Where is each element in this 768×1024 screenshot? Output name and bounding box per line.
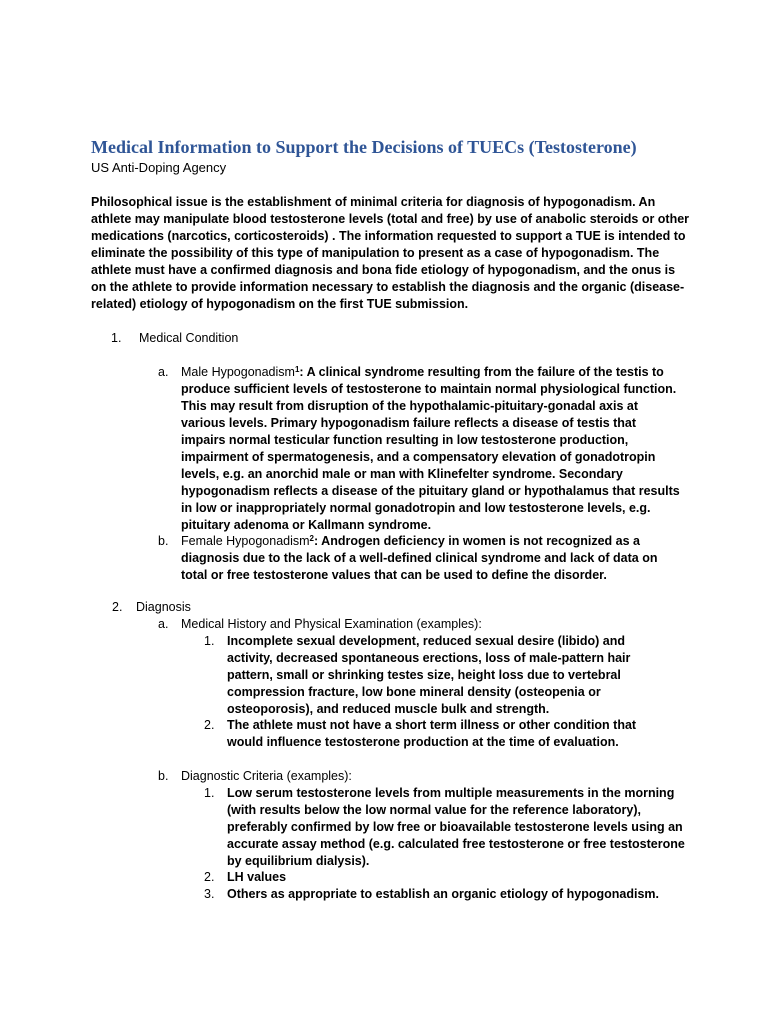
history-item-2-text: The athlete must not have a short term illness or other condition that would influence testosterone production at the time of evaluation. — [227, 718, 637, 749]
female-hypogonadism-term: Female Hypogonadism — [181, 534, 310, 548]
section-2a-letter: a. — [158, 617, 169, 631]
history-exam-heading: Medical History and Physical Examination (examples): — [181, 617, 482, 631]
intro-paragraph: Philosophical issue is the establishment of minimal criteria for diagnosis of hypogonadism. An athlete may manipulate blood testosterone levels (total and free) by use of anabolic steroids or other medications (narcotics, corticosteroids) . The information requested to support a TUE is intended to eliminate the possibility of this type of manipulation to present as a case of hypogonadism. The athlete must have a confirmed diagnosis and bona fide etiology of hypogonadism, and the onus is on the athlete to provide information necessary to establish the diagnosis and the organic (disease-related) etiology of hypogonadism on the first TUE submission. — [91, 195, 690, 311]
criteria-item-3-text: Others as appropriate to establish an organic etiology of hypogonadism. — [227, 887, 660, 901]
document-title: Medical Information to Support the Decisions of TUECs (Testosterone) — [91, 137, 637, 157]
criteria-item-2-text: LH values — [227, 870, 287, 884]
female-hypogonadism-text: : Androgen deficiency in women is not recognized as a diagnosis due to the lack of a well-defined clinical syndrome and lack of data on total or free testosterone values that can be used to define the disorder. — [181, 534, 658, 582]
criteria-item-1-number: 1. — [204, 786, 215, 800]
section-2-number: 2. — [112, 600, 123, 614]
footnote-ref-2: 2 — [309, 534, 314, 543]
diagnostic-criteria-heading: Diagnostic Criteria (examples): — [181, 769, 352, 783]
history-item-1-text: Incomplete sexual development, reduced sexual desire (libido) and activity, decreased spontaneous erections, loss of male-pattern hair pattern, small or shrinking testes size, height loss due to vertebral compression fracture, low bone mineral density (osteopenia or osteoporosis), and reduced muscle bulk and strength. — [227, 634, 631, 716]
footnote-ref-1: 1 — [294, 365, 300, 374]
section-1b-letter: b. — [158, 534, 169, 548]
history-item-1-number: 1. — [204, 634, 215, 648]
document-subtitle: US Anti-Doping Agency — [91, 160, 227, 175]
section-1-heading: Medical Condition — [139, 331, 239, 345]
section-1-number: 1. — [111, 331, 122, 345]
history-item-2-number: 2. — [204, 718, 215, 732]
male-hypogonadism-paragraph — [181, 364, 681, 534]
section-2-heading: Diagnosis — [136, 600, 191, 614]
section-1a-letter: a. — [158, 365, 169, 379]
female-hypogonadism-paragraph — [181, 533, 681, 584]
criteria-item-3-number: 3. — [204, 887, 215, 901]
criteria-item-1-text: Low serum testosterone levels from multiple measurements in the morning (with results below the low normal value for the reference laboratory), preferably confirmed by low free or bioavailable testosterone levels using an accurate assay method (e.g. calculated free testosterone or free testosterone by equilibrium dialysis). — [227, 786, 685, 868]
male-hypogonadism-text: : A clinical syndrome resulting from the failure of the testis to produce sufficient levels of testosterone to maintain normal physiological function. This may result from disruption of the hypothalamic-pituitary-gonadal axis at various levels. Primary hypogonadism failure reflects a disease of testis that impairs normal testicular function resulting in low testosterone production, impairment of spermatogenesis, and a compensatory elevation of gonadotropin levels, e.g. an anorchid male or man with Klinefelter syndrome. Secondary hypogonadism reflects a disease of the pituitary gland or hypothalamus that results in low or inappropriately normal gonadotropin and low testosterone levels, e.g. pituitary adenoma or Kallmann syndrome. — [181, 365, 680, 532]
section-2b-letter: b. — [158, 769, 169, 783]
criteria-item-2-number: 2. — [204, 870, 215, 884]
male-hypogonadism-term: Male Hypogonadism — [181, 365, 295, 379]
